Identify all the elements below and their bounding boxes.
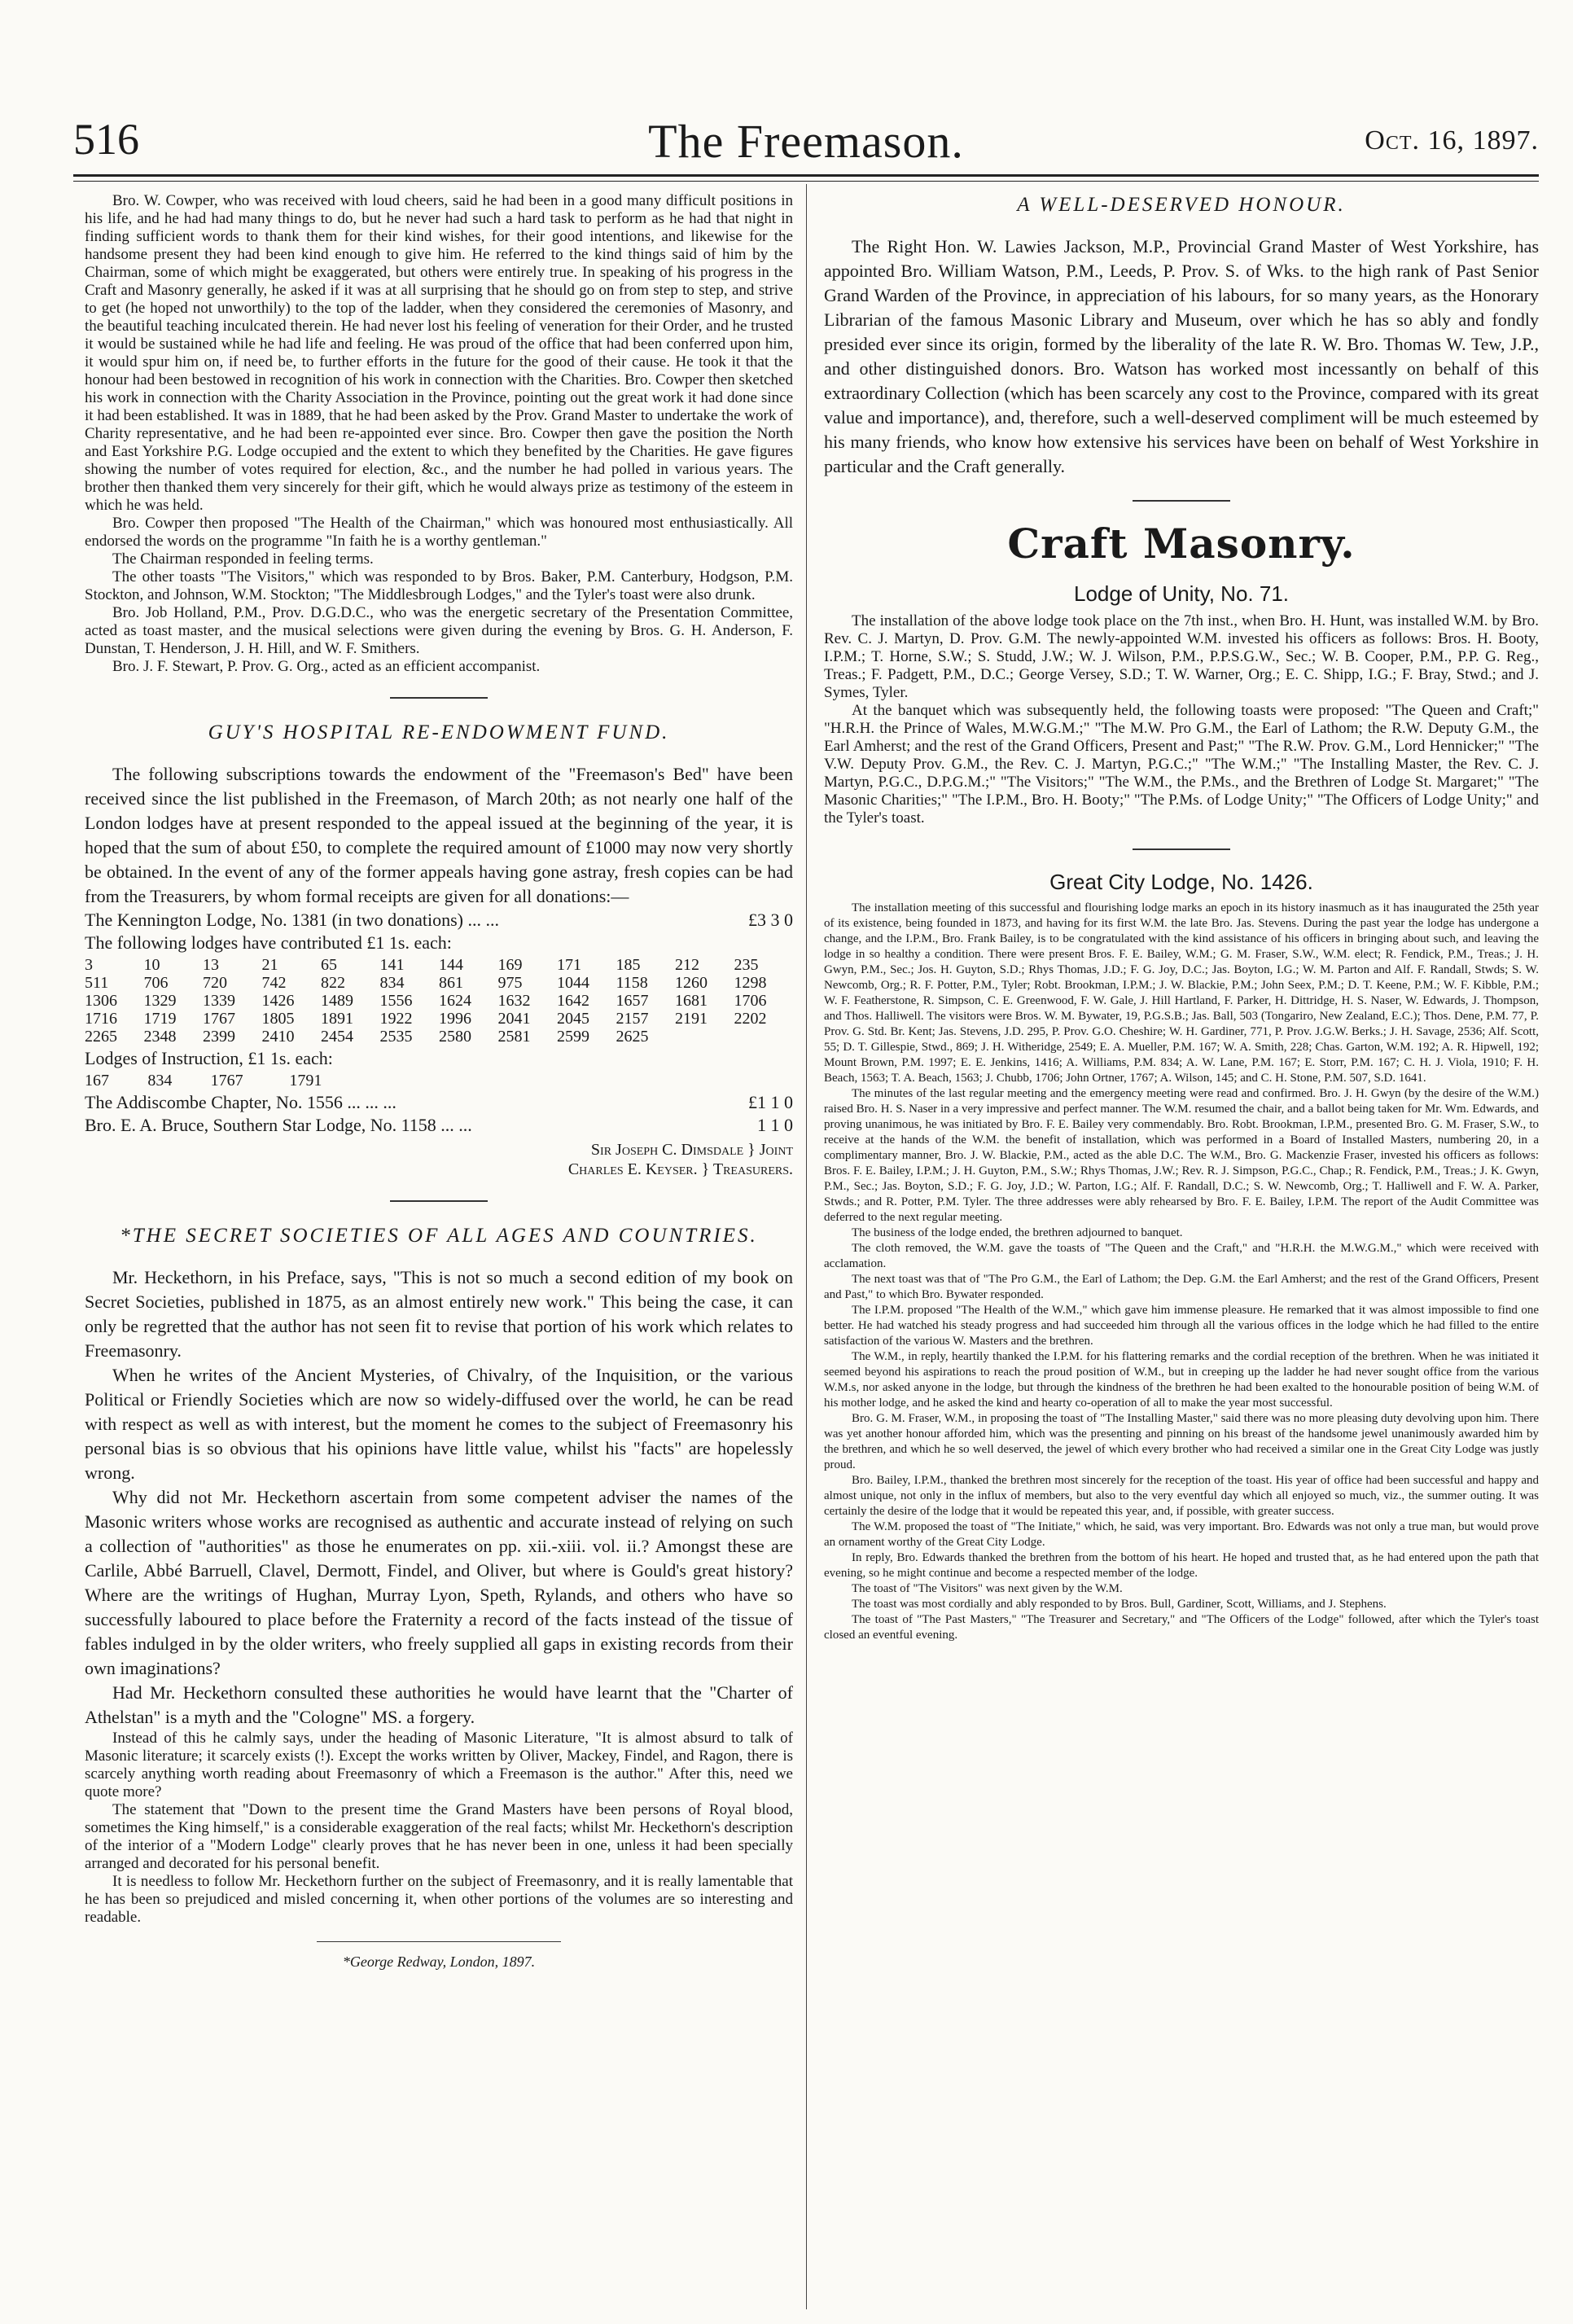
lodge-number: 975 xyxy=(497,974,523,992)
bruce-amount: 1 1 0 xyxy=(757,1115,793,1135)
unity-paragraph: The installation of the above lodge took place on the 7th inst., when Bro. H. Hunt, was installed W.M. by Bro. Rev. C. J. Martyn, D. Prov. G.M. The newly-appointed W.M. invested his officers as follows: Bros. H. Booty, I.P.M.; T. Horne, S.W.; S. Studd, J.W.; W. J. Wilson, P.M., P.P.S.G.W., Sec.; W. B. Cooper, P.M., P.P. G. Reg., Treas.; F. Padgett, P.M., D.C.; George Versey, S.D.; T. W. Warner, Org.; E. C. Shipp, I.G.; F. Bray, Stwd.; and J. Symes, Tyler. xyxy=(824,612,1539,701)
secret-paragraph-small: The statement that "Down to the present time the Grand Masters have been persons of Royal blood, sometimes the King himself," is a considerable exaggeration of the real facts; whilst Mr. Heckethorn's description of the interior of a "Modern Lodge" clearly proves that he has never been in one, unless it had been specially arranged and decorated for his personal benefit. xyxy=(85,1801,793,1872)
lodge-number: 1339 xyxy=(203,992,235,1010)
lodge-number: 2399 xyxy=(203,1028,235,1046)
lodge-number: 1260 xyxy=(675,974,708,992)
lodges-label-row xyxy=(85,932,793,954)
great-city-paragraph: The W.M. proposed the toast of "The Initiate," which, he said, was very important. Bro. Edwards was not only a true man, but would prove an ornament worthy of the Great City Lodge. xyxy=(824,1520,1539,1549)
secret-paragraph: When he writes of the Ancient Mysteries, of Chivalry, of the Inquisition, or the various Political or Friendly Societies which are now so widely-diffused over the world, he can be read with respect as well as with interest, but the moment he comes to the subject of Freemasonry his personal bias is so obvious that his opinions have little value, whilst his "facts" are hopelessly wrong. xyxy=(85,1365,793,1483)
lodge-number-row xyxy=(85,956,793,974)
masthead xyxy=(73,114,1539,181)
lodge-unity-heading: Lodge of Unity, No. 71. xyxy=(1073,581,1289,606)
page-number: 516 xyxy=(73,115,139,164)
lodge-number-row xyxy=(85,974,793,992)
secret-paragraph: Mr. Heckethorn, in his Preface, says, "This is not so much a second edition of my book on Secret Societies, published in 1875, as an almost entirely new work." This being the case, it can only be regretted that the author has not seen fit to revise that portion of his work which relates to Freemasonry. xyxy=(85,1267,793,1361)
lodge-number: 822 xyxy=(321,974,345,992)
secret-paragraph: Why did not Mr. Heckethorn ascertain from some competent adviser the names of the Masonic writers whose works are recognised as authentic and accurate instead of relying on such a collection of "authorities" as those he enumerates on pp. xii.-xiii. vol. ii.? Amongst these are Carlile, Abbé Barruell, Clavel, Dermott, Findel, and Oliver, but where is Gould's great history? Where are the writings of Hughan, Murray Lyon, Speth, Rylands, and others who have so successfully laboured to place before the Fraternity a record of the facts instead of the tissue of fables indulged in by the older writers, who freely supplied all gaps in existing records from their own imaginations? xyxy=(85,1487,793,1678)
lodge-number: 1489 xyxy=(321,992,353,1010)
footnote-rule xyxy=(317,1941,561,1942)
secret-societies-heading: *THE SECRET SOCIETIES OF ALL AGES AND COUNTRIES. xyxy=(120,1225,758,1247)
lodges-label: The following lodges have contributed £1 1s. each: xyxy=(85,932,452,953)
great-city-paragraph: The installation meeting of this successful and flourishing lodge marks an epoch in its history inasmuch as it has inaugurated the 25th year of its existence, being founded in 1873, and having for its first W.M. the late Bro. Jas. Stevens. During the past year the lodge has undergone a change, and the I.P.M., Bro. Frank Bailey, is to be congratulated with the kind assistance of his officers in bringing about such, and leaving the lodge in so healthy a condition. There were present Bros. F. E. Bailey, W.M.; G. M. Fraser, S.W., W.M. elect; R. Fendick, P.M., Treas.; J. H. Gwyn, P.M., Sec.; Jos. H. Guyton, S.D.; Rhys Thomas, J.D.; F. G. Joy, D.C.; Jas. Boyton, I.G.; W. M. Parton and Alf. F. Randall, Stwds; S. W. Newcomb, Org.; R. F. Potter, P.M., Tyler; Robt. Brookman, I.P.M.; J. W. Blackie, P.M.; John Seex, P.M.; D. T. Keene, P.M.; W. F. Kibble, P.M.; W. F. Featherstone, R. Simpson, C. E. Greenwood, F. W. Gale, J. Hill Hartland, F. Parker, H. Dittridge, H. S. Naser, W. Edwards, J. Thompson, and Thos. Halliwell. The visitors were Bros. W. M. Bywater, 19, P.G.S.B.; Jas. Ball, 503 (Tongariro, New Zealand, E.C.); Thos. Dene, P.M. 77, P. Prov. G. Std. Br. Kent; Jas. Stevens, J.D. 295, P. Prov. G.O. Cheshire; W. H. Gardiner, 771, P. Prov. J.G.W. Berks.; J. H. Savage, 2536; Alf. Scott, 55; D. T. Gillespie, Stwd., 869; J. H. Witheridge, 2549; E. A. Mueller, P.M. 167; W. A. Smith, 228; Chas. Garton, W.M. 192; A. R. Hipwell, 192; Mount Brown, P.M. 1997; E. E. Jenkins, 1416; A. Williams, P.M. 834; A. W. Lane, P.M. 167; E. Storr, P.M. 167; C. H. J. Viola, 1910; F. H. Beach, 1563; T. A. Beach, 1563; J. Chubb, 1706; John Ortner, 1767; A. Wilson, 145; and C. H. Stone, P.M. 507, S.D. 1641. xyxy=(824,901,1539,1085)
lodge-number: 2265 xyxy=(85,1028,117,1046)
addiscombe-row xyxy=(85,1091,793,1114)
lodge-number: 10 xyxy=(143,956,160,974)
lodge-number: 1767 xyxy=(203,1010,235,1028)
lodge-number: 2535 xyxy=(379,1028,413,1046)
lodge-number: 834 xyxy=(379,974,405,992)
lodge-number xyxy=(675,1028,734,1046)
unity-paragraph: At the banquet which was subsequently held, the following toasts were proposed: "The Queen and Craft;" "H.R.H. the Prince of Wales, M.W.G.M.;" "The M.W. Pro G.M., the Earl of Lathom; the R.W. Deputy G.M., the Earl Amherst; and the rest of the Grand Officers, Present and Past;" "The R.W. Prov. G.M., Lord Hennicker;" "The V.W. Deputy Prov. G.M., the Rev. C. J. Martyn, P.G.C.;" "The W.M.;" "The Installing Master, the Rev. C. J. Martyn, P.G.C., D.P.G.M.;" "The Visitors;" "The W.M., the P.Ms., and the Brethren of Lodge St. Margaret;" "The Masonic Charities;" "The I.P.M., Bro. H. Booty;" "The P.Ms. of Lodge Unity;" "The Officers of Lodge Unity;" and the Tyler's toast. xyxy=(824,702,1539,827)
lodge-number: 1681 xyxy=(675,992,708,1010)
addiscombe-amount: £1 1 0 xyxy=(748,1092,793,1112)
instruction-label: Lodges of Instruction, £1 1s. each: xyxy=(85,1048,333,1068)
lodge-number-row xyxy=(85,1010,793,1028)
lodge-number-row xyxy=(85,992,793,1010)
lodge-number: 1306 xyxy=(85,992,117,1010)
lodge-number: 65 xyxy=(321,956,337,974)
section-rule xyxy=(390,1200,488,1202)
cowper-paragraph: Bro. J. F. Stewart, P. Prov. G. Org., acted as an efficient accompanist. xyxy=(112,658,541,675)
lodge-number: 169 xyxy=(497,956,523,974)
lodge-number: 2581 xyxy=(497,1028,531,1046)
lodge-number: 212 xyxy=(675,956,699,974)
lodge-number: 144 xyxy=(439,956,463,974)
lodge-number: 235 xyxy=(734,956,759,974)
lodge-numbers-table xyxy=(85,956,793,1046)
lodge-number: 2625 xyxy=(616,1028,649,1046)
honour-heading: A WELL-DESERVED HONOUR. xyxy=(1017,194,1346,216)
section-rule xyxy=(1133,848,1230,850)
lodge-number: 141 xyxy=(379,956,405,974)
lodge-number: 21 xyxy=(261,956,278,974)
lodge-number: 1922 xyxy=(379,1010,413,1028)
lodge-number: 1706 xyxy=(734,992,767,1010)
lodge-number: 1044 xyxy=(557,974,589,992)
lodge-number: 2348 xyxy=(143,1028,177,1046)
instruction-row xyxy=(85,1047,793,1070)
masthead-rule xyxy=(73,174,1539,177)
lodge-number: 185 xyxy=(616,956,641,974)
cowper-paragraph: The other toasts "The Visitors," which was responded to by Bros. Baker, P.M. Canterbury, Hodgson, P.M. Stockton, and Johnson, W.M. Stockton; "The Middlesbrough Lodges," and the Tyler's toast were also drunk. xyxy=(85,568,793,603)
lodge-number: 1329 xyxy=(143,992,177,1010)
great-city-report xyxy=(824,901,1539,1643)
newspaper-title: The Freemason. xyxy=(648,115,964,168)
issue-date: Oct. 16, 1897. xyxy=(1365,125,1539,156)
lodge-number: 1719 xyxy=(143,1010,177,1028)
lodge-number: 2454 xyxy=(321,1028,353,1046)
left-column xyxy=(85,192,793,1971)
kennington-label: The Kennington Lodge, No. 1381 (in two donations) ... ... xyxy=(85,910,499,930)
instruction-lodge-number: 1791 xyxy=(289,1072,322,1090)
great-city-paragraph: Bro. G. M. Fraser, W.M., in proposing the toast of "The Installing Master," said there was no more pleasing duty devolving upon him. There was yet another honour afforded him, which was the presenting and pinning on his breast of the handsome jewel unanimously awarded him by the brethren, and which he so well deserved, the jewel of which every brother who had received a similar one in the Great City Lodge was justly proud. xyxy=(824,1412,1539,1471)
secret-paragraph-small: Instead of this he calmly says, under the heading of Masonic Literature, "It is almost absurd to talk of Masonic literature; it scarcely exists (!). Except the works written by Oliver, Mackey, Findel, and Ragon, there is scarcely anything worth reading about Freemasonry of which a Freemason is the author." After this, need we quote more? xyxy=(85,1730,793,1800)
lodge-number: 2157 xyxy=(616,1010,649,1028)
great-city-paragraph: The business of the lodge ended, the brethren adjourned to banquet. xyxy=(852,1226,1183,1239)
lodge-number: 1891 xyxy=(321,1010,353,1028)
great-city-paragraph: The W.M., in reply, heartily thanked the I.P.M. for his flattering remarks and the cordial reception of the brethren. When he was initiated it seemed beyond his aspirations to reach the proud position of W.M., but in creeping up the ladder he had never sought office from the various W.M.s, nor asked anyone in the lodge, but through the kindness of the brethren he had been exalted to the honourable position of being W.M. of his mother lodge, and he asked the kind and hearty co-operation of all to make the year most successful. xyxy=(824,1350,1539,1410)
bruce-row xyxy=(85,1114,793,1137)
honour-text: The Right Hon. W. Lawies Jackson, M.P., Provincial Grand Master of West Yorkshire, has appointed Bro. William Watson, P.M., Leeds, P. Prov. S. of Wks. to the high rank of Past Senior Grand Warden of the Province, in appreciation of his labours, for so many years, as the Honorary Librarian of the famous Masonic Library and Museum, over which he has so ably and fondly presided ever since its origin, formed by the liberality of the late R. W. Bro. Thomas W. Tew, J.P., and other distinguished donors. Bro. Watson has worked most incessantly on behalf of this extraordinary Collection (which has been scarcely any cost to the Province, compared with its great value and importance), and, therefore, such a well-deserved compliment will be much esteemed by his many friends, who know how extensive his services have been on behalf of West Yorkshire in particular and the Craft generally. xyxy=(824,236,1539,476)
guys-hospital-heading: GUY'S HOSPITAL RE-ENDOWMENT FUND. xyxy=(208,721,670,743)
lodge-number: 2041 xyxy=(497,1010,531,1028)
right-column xyxy=(824,192,1539,1643)
cowper-paragraph: Bro. W. Cowper, who was received with loud cheers, said he had been in a good many difficult positions in his life, and he had had many things to do, but he never had such a hard task to perform as he had that night in finding sufficient words to thank them for their kind wishes, for their good intentions, and likewise for the handsome present they had been kind enough to give him. He referred to the kind things said of him by the Chairman, some of which might be exaggerated, but others were entirely true. In speaking of his progress in the Craft and Masonry generally, he asked if it was at all surprising that he should go on from step to step, and strive to get (he hoped not unworthily) to the top of the ladder, when they considered the ceremonies of Masonry, and the beautiful teaching inculcated therein. He had never lost his feeling of veneration for their Order, and he trusted it would be sustained while he had life and feeling. He was proud of the office that had been conferred upon him, it would spur him on, if need be, to further efforts in the future for the good of their cause. He took it that the honour had been bestowed in recognition of his work in connection with the Charities. Bro. Cowper then sketched his work in connection with the Charity Association in the Province, pointing out the great work it had done since it had been established. It was in 1889, that he had been asked by the Prov. Grand Master to undertake the work of Charity representative, and he had been re-appointed ever since. Bro. Cowper then gave the position the North and East Yorkshire P.G. Lodge occupied and the extent to which they benefited by the Charities. He gave figures showing the number of votes required for election, &c., and the number he had polled in various years. The brother then thanked them very sincerely for their gift, which he would always prize as testimony of the esteem in which he was held. xyxy=(85,192,793,514)
lodge-number: 720 xyxy=(203,974,227,992)
instruction-lodge-number: 167 xyxy=(85,1072,109,1090)
lodge-number: 1298 xyxy=(734,974,767,992)
lodge-number: 1624 xyxy=(439,992,471,1010)
lodge-number: 1426 xyxy=(261,992,295,1010)
guys-intro: The following subscriptions towards the endowment of the "Freemason's Bed" have been received since the list published in the Freemason, of March 20th; as not nearly one half of the London lodges have at present responded to the appeal issued at the beginning of the year, it is hoped that the sum of about £50, to complete the required amount of £1000 may now very shortly be obtained. In the event of any of the former appeals having gone astray, fresh copies can be had from the Treasurers, by whom formal receipts are given for all donations:— xyxy=(85,764,793,906)
treasurer-line-2: Charles E. Keyser. } Treasurers. xyxy=(567,1160,793,1178)
treasurer-line-1: Sir Joseph C. Dimsdale } Joint xyxy=(590,1141,793,1159)
great-city-paragraph: The toast was most cordially and ably responded to by Bros. Bull, Gardiner, Scott, Williams, and J. Stephens. xyxy=(852,1598,1387,1611)
lodge-number: 13 xyxy=(203,956,219,974)
cowper-paragraph: Bro. Cowper then proposed "The Health of the Chairman," which was honoured most enthusiastically. All endorsed the words on the programme "In faith he is a worthy gentleman." xyxy=(85,515,793,550)
great-city-paragraph: The toast of "The Past Masters," "The Treasurer and Secretary," and "The Officers of the Lodge" followed, after which the Tyler's toast closed an eventful evening. xyxy=(824,1613,1539,1642)
lodge-number: 1556 xyxy=(379,992,413,1010)
instruction-lodge-number: 1767 xyxy=(210,1072,243,1090)
great-city-lodge-heading: Great City Lodge, No. 1426. xyxy=(1049,870,1313,894)
lodge-number xyxy=(734,1028,794,1046)
lodge-number-row xyxy=(85,1028,793,1046)
great-city-paragraph: The next toast was that of "The Pro G.M., the Earl of Lathom; the Dep. G.M. the Earl Amherst; and the rest of the Grand Officers, Present and Past," to which Bro. Bywater responded. xyxy=(824,1273,1539,1301)
instruction-numbers-table xyxy=(85,1072,368,1090)
lodge-number: 1642 xyxy=(557,992,589,1010)
lodge-number: 706 xyxy=(143,974,169,992)
footnote: *George Redway, London, 1897. xyxy=(342,1953,536,1970)
treasurers-signature xyxy=(85,1140,793,1179)
lodge-number: 742 xyxy=(261,974,287,992)
lodge-number: 1996 xyxy=(439,1010,471,1028)
section-rule xyxy=(390,697,488,699)
bruce-label: Bro. E. A. Bruce, Southern Star Lodge, No. 1158 ... ... xyxy=(85,1115,472,1135)
great-city-paragraph: The minutes of the last regular meeting and the emergency meeting were read and confirmed. Bro. J. H. Gwyn (by the desire of the W.M.) raised Bro. H. S. Naser in a very impressive and perfect manner. The W.M. resumed the chair, and a ballot being taken for Mr. Wm. Edwards, and proving unanimous, he was initiated by Bro. F. E. Bailey very commendably. Bro. Robt. Brookman, I.P.M., presented Bro. G. M. Fraser, S.W., to receive at the hands of the W.M. the benefit of installation, which was performed in a Board of Installed Masters, numbering 20, in a complimentary manner, Bro. J. W. Blackie, P.M., acted as the able D.C. The W.M., Bro. G. Mackenzie Fraser, invested his officers as follows: Bros. F. E. Bailey, I.P.M.; J. H. Guyton, P.M., S.W.; Rhys Thomas, J.W.; Rev. R. J. Simpson, P.G.C., Chap.; R. Fendick, P.M., Treas.; J. K. Gwyn, P.M., Sec.; Jas. Boyton, S.D.; F. G. Joy, J.D.; W. Parton, I.G.; Alf. F. Randall, D.C.; S. W. Newcomb, Org.; T. Halliwell and F. W. A. Parker, Stwds.; and R. Potter, P.M. Tyler. The three addresses were ably rehearsed by Bro. F. E. Bailey, I.P.M. The report of the Audit Committee was deferred to the next regular meeting. xyxy=(824,1087,1539,1224)
great-city-paragraph: The toast of "The Visitors" was next given by the W.M. xyxy=(852,1582,1123,1595)
lodge-number: 2599 xyxy=(557,1028,589,1046)
column-divider xyxy=(806,184,807,2309)
masthead-rule-thin xyxy=(73,181,1539,182)
lodge-number: 1158 xyxy=(616,974,648,992)
craft-masonry-heading: Craft Masonry. xyxy=(1007,520,1356,568)
section-rule xyxy=(1133,500,1230,502)
great-city-paragraph: Bro. Bailey, I.P.M., thanked the brethren most sincerely for the reception of the toast. His year of office had been successful and happy and almost unique, not only in the influx of members, but also to the very eventful day which all enjoyed so much, viz., the summer outing. It was certainly the desire of the lodge that it would be repeated this year, and, if possible, with greater success. xyxy=(824,1474,1539,1518)
lodge-number: 2202 xyxy=(734,1010,767,1028)
great-city-paragraph: In reply, Bro. Edwards thanked the brethren from the bottom of his heart. He hoped and trusted that, as he had entered upon the path that evening, so he might continue and become a respected member of the lodge. xyxy=(824,1551,1539,1580)
lodge-number: 2580 xyxy=(439,1028,471,1046)
great-city-paragraph: The cloth removed, the W.M. gave the toasts of "The Queen and the Craft," and "H.R.H. the M.W.G.M.," which were received with acclamation. xyxy=(824,1242,1539,1270)
lodge-number: 1716 xyxy=(85,1010,117,1028)
great-city-paragraph: The I.P.M. proposed "The Health of the W.M.," which gave him immense pleasure. He remarked that it was almost impossible to find one better. He had watched his steady progress and had succeeded him through all the various offices in the lodge which he had filled to the entire satisfaction of the various W. Masters and the brethren. xyxy=(824,1304,1539,1348)
lodge-number: 1632 xyxy=(497,992,531,1010)
addiscombe-label: The Addiscombe Chapter, No. 1556 ... ... ... xyxy=(85,1092,397,1112)
cowper-paragraph: The Chairman responded in feeling terms. xyxy=(112,550,374,568)
instruction-lodge-number: 834 xyxy=(147,1072,173,1090)
lodge-number: 2191 xyxy=(675,1010,708,1028)
lodge-number: 2410 xyxy=(261,1028,295,1046)
lodge-number: 1805 xyxy=(261,1010,295,1028)
lodge-number: 861 xyxy=(439,974,463,992)
kennington-amount: £3 3 0 xyxy=(748,910,793,930)
secret-paragraph-small: It is needless to follow Mr. Heckethorn further on the subject of Freemasonry, and it is really lamentable that he has been so prejudiced and misled concerning it, when other portions of the volumes are so interesting and readable. xyxy=(85,1873,793,1926)
lodge-number: 1657 xyxy=(616,992,649,1010)
lodge-number: 3 xyxy=(85,956,93,974)
kennington-row xyxy=(85,909,793,932)
secret-paragraph: Had Mr. Heckethorn consulted these authorities he would have learnt that the "Charter of Athelstan" is a myth and the "Cologne" MS. a forgery. xyxy=(85,1682,793,1727)
lodge-number: 171 xyxy=(557,956,581,974)
lodge-number: 511 xyxy=(85,974,109,992)
lodge-number: 2045 xyxy=(557,1010,589,1028)
cowper-paragraph: Bro. Job Holland, P.M., Prov. D.G.D.C., who was the energetic secretary of the Presentation Committee, acted as toast master, and the musical selections were given during the evening by Bros. G. H. Anderson, F. Dunstan, T. Henderson, J. H. Hill, and W. F. Smithers. xyxy=(85,604,793,657)
